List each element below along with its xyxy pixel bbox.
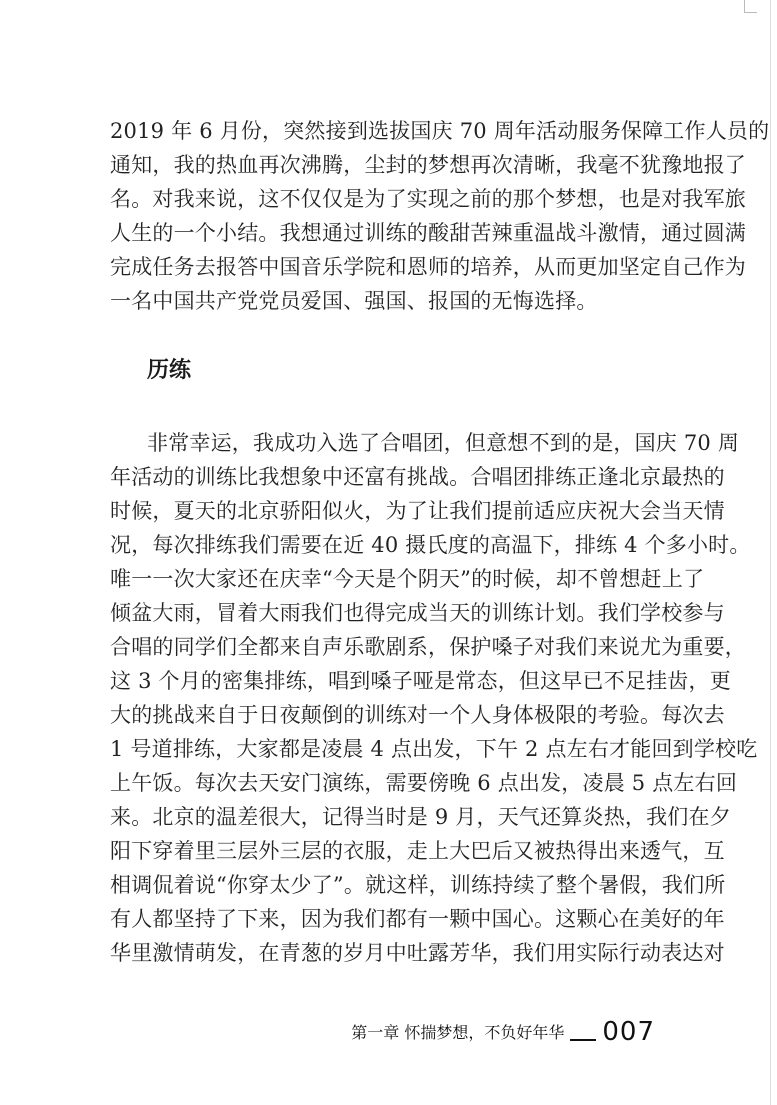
page-number: 007 <box>602 1017 655 1047</box>
paragraph-2-line: 大的挑战来自于日夜颠倒的训练对一个人身体极限的考验。每次去 <box>110 703 725 727</box>
paragraph-2-line: 非常幸运，我成功入选了合唱团，但意想不到的是，国庆 70 周 <box>147 431 740 455</box>
crop-mark <box>744 0 757 13</box>
section-heading: 历练 <box>147 357 192 383</box>
paragraph-2-line: 华里激情萌发，在青葱的岁月中吐露芳华，我们用实际行动表达对 <box>110 941 725 965</box>
paragraph-1-line: 2019 年 6 月份，突然接到选拔国庆 70 周年活动服务保障工作人员的 <box>110 119 770 143</box>
paragraph-2-line: 倾盆大雨，冒着大雨我们也得完成当天的训练计划。我们学校参与 <box>110 601 725 625</box>
paragraph-2 <box>110 426 758 970</box>
paragraph-1-line: 人生的一个小结。我想通过训练的酸甜苦辣重温战斗激情，通过圆满 <box>110 221 746 245</box>
page-edge-line <box>770 0 771 1105</box>
paragraph-2-line: 这 3 个月的密集排练，唱到嗓子哑是常态，但这早已不足挂齿，更 <box>110 669 731 693</box>
paragraph-2-line: 相调侃着说“你穿太少了”。就这样，训练持续了整个暑假，我们所 <box>110 873 726 897</box>
paragraph-1-line: 通知，我的热血再次沸腾，尘封的梦想再次清晰，我毫不犹豫地报了 <box>110 153 746 177</box>
paragraph-1 <box>110 114 770 318</box>
paragraph-2-line: 有人都坚持了下来，因为我们都有一颗中国心。这颗心在美好的年 <box>110 907 725 931</box>
paragraph-1-line: 名。对我来说，这不仅仅是为了实现之前的那个梦想，也是对我军旅 <box>110 187 746 211</box>
paragraph-2-line: 况，每次排练我们需要在近 40 摄氏度的高温下，排练 4 个多小时。 <box>110 533 751 557</box>
footer-rule <box>570 1039 596 1041</box>
page-footer <box>351 1018 655 1046</box>
paragraph-1-line: 完成任务去报答中国音乐学院和恩师的培养，从而更加坚定自己作为 <box>110 255 746 279</box>
paragraph-2-line: 1 号道排练，大家都是凌晨 4 点出发，下午 2 点左右才能回到学校吃 <box>110 737 758 761</box>
paragraph-2-line: 合唱的同学们全都来自声乐歌剧系，保护嗓子对我们来说尤为重要， <box>110 635 746 659</box>
paragraph-2-line: 上午饭。每次去天安门演练，需要傍晚 6 点出发，凌晨 5 点左右回 <box>110 771 738 795</box>
paragraph-2-line: 时候，夏天的北京骄阳似火，为了让我们提前适应庆祝大会当天情 <box>110 499 725 523</box>
paragraph-2-line: 唯一一次大家还在庆幸“今天是个阴天”的时候，却不曾想赶上了 <box>110 567 705 591</box>
paragraph-2-line: 来。北京的温差很大，记得当时是 9 月，天气还算炎热，我们在夕 <box>110 805 731 829</box>
paragraph-2-line: 阳下穿着里三层外三层的衣服，走上大巴后又被热得出来透气，互 <box>110 839 725 863</box>
paragraph-2-line: 年活动的训练比我想象中还富有挑战。合唱团排练正逢北京最热的 <box>110 465 725 489</box>
chapter-label: 第一章 怀揣梦想，不负好年华 <box>351 1023 565 1042</box>
paragraph-1-line: 一名中国共产党党员爱国、强国、报国的无悔选择。 <box>110 289 598 313</box>
